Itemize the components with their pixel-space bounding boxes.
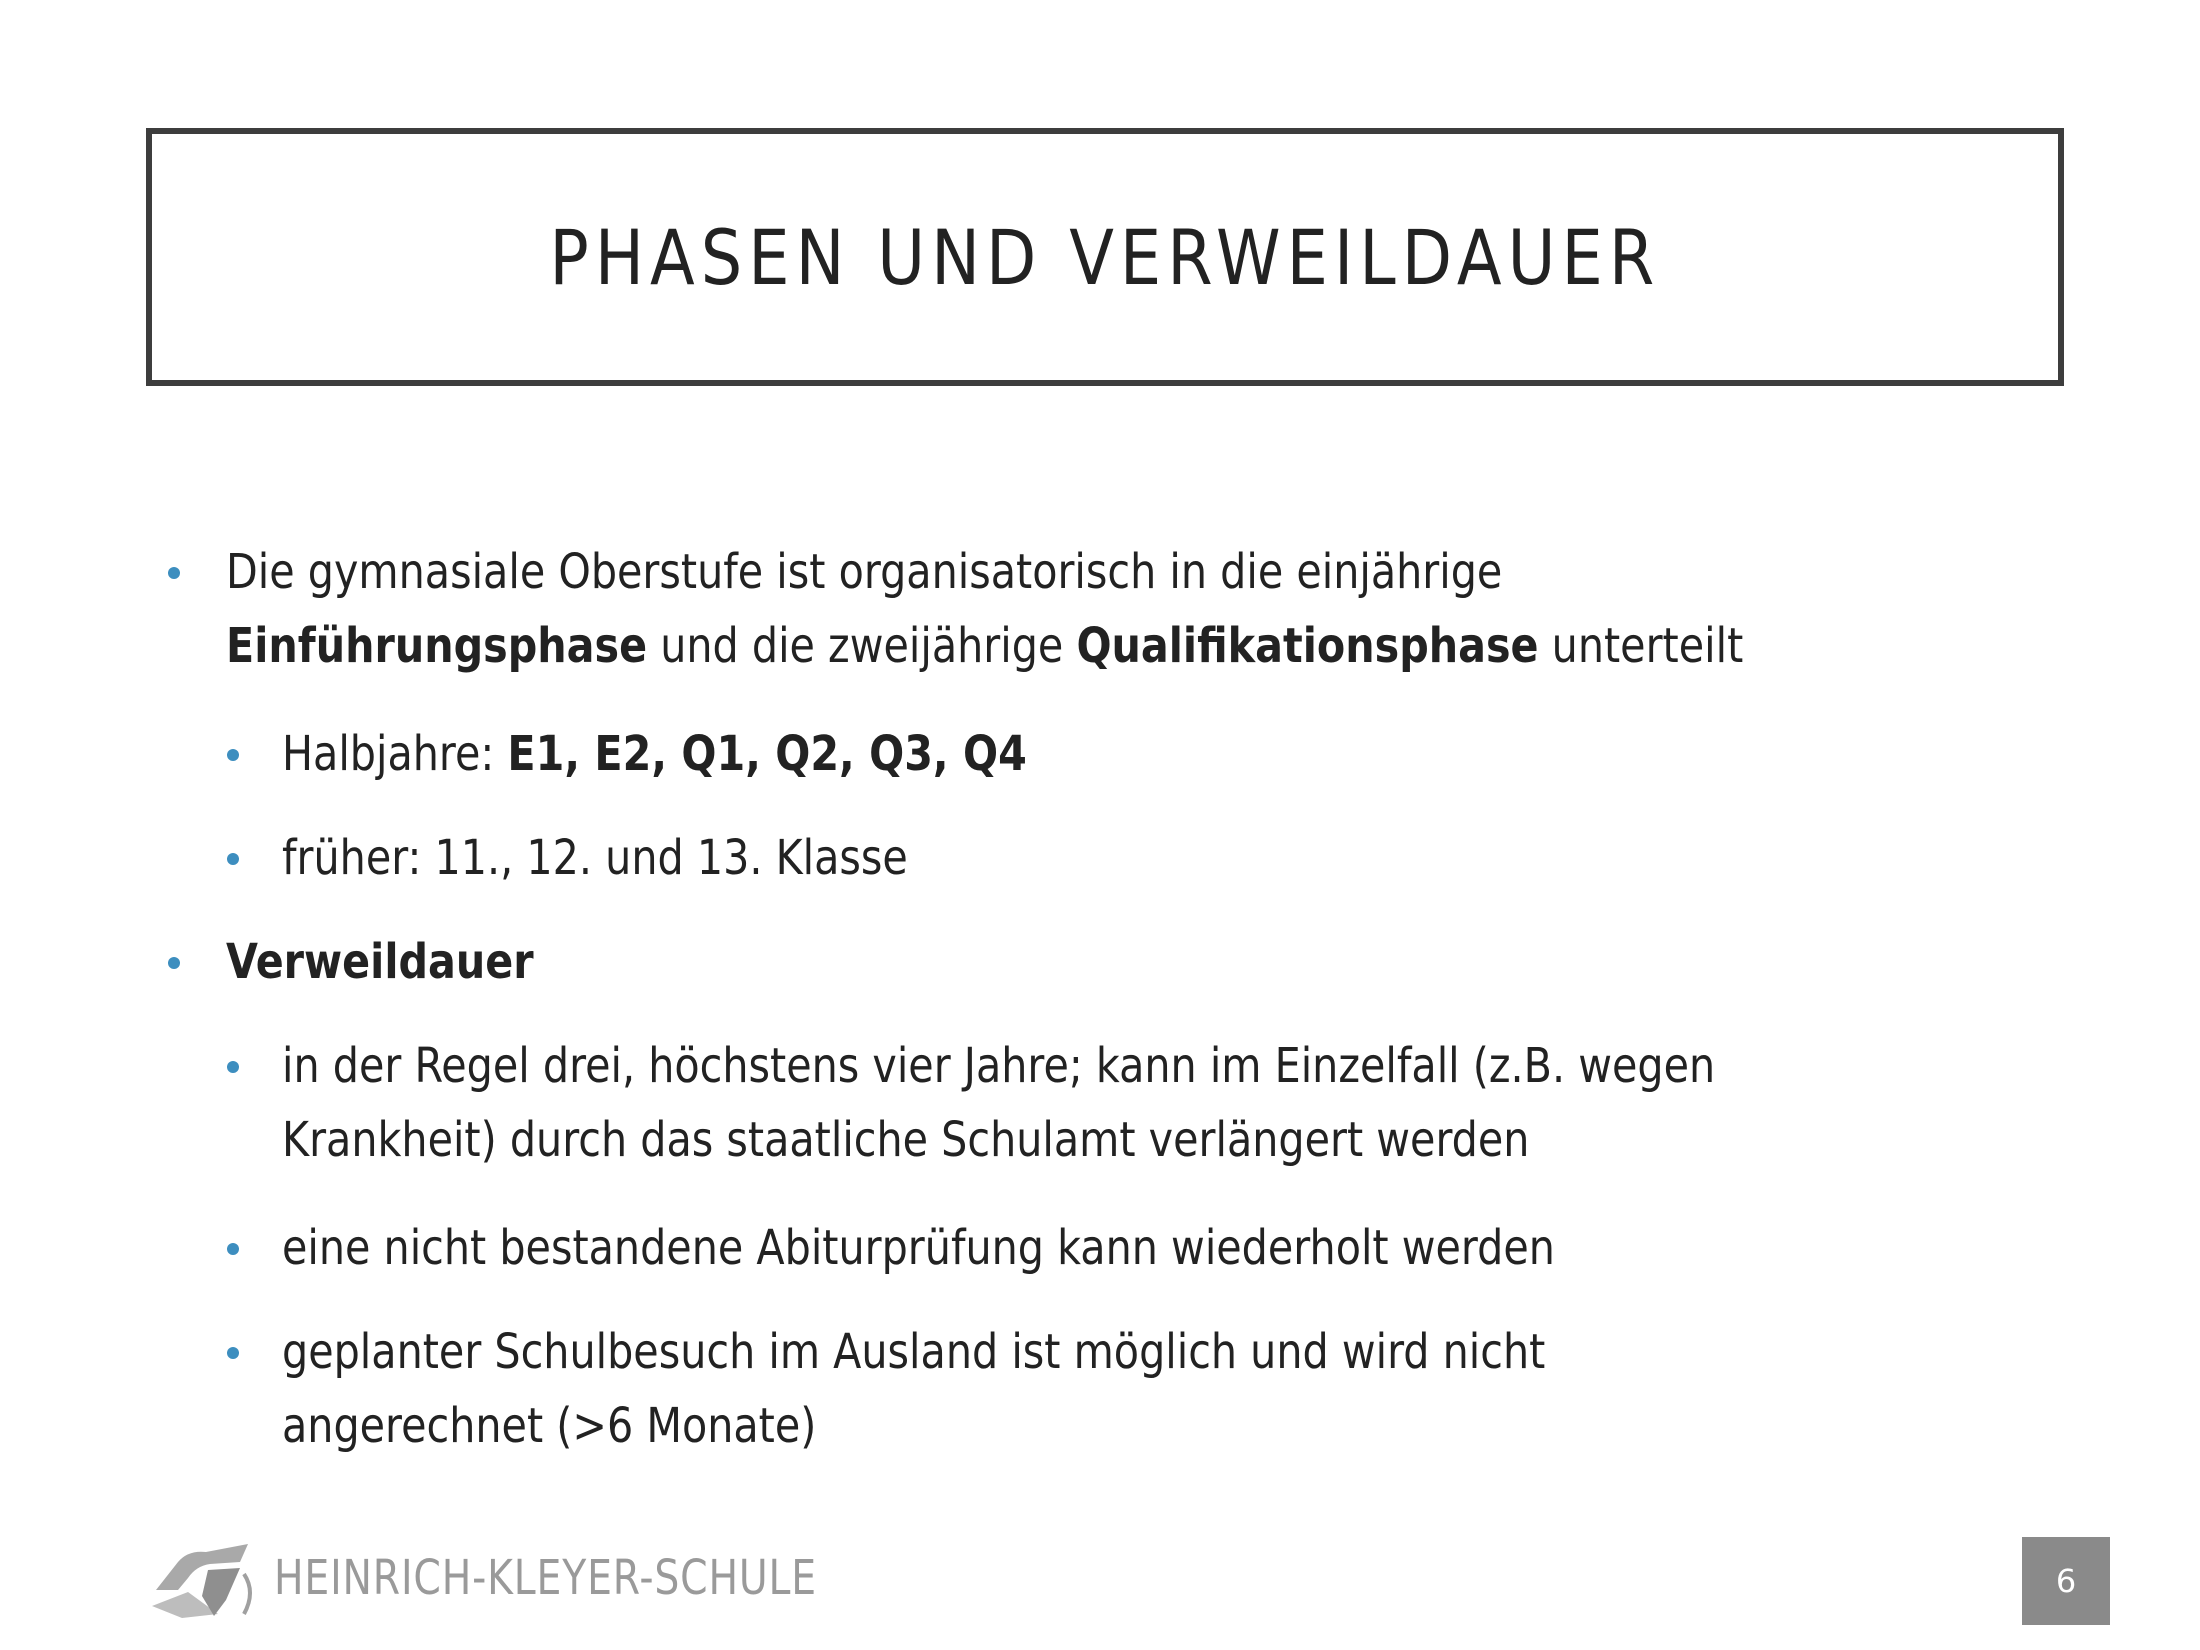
bullet-dot (168, 957, 180, 969)
bullet-text: früher: 11., 12. und 13. Klasse (282, 830, 908, 886)
title-box (146, 128, 2064, 386)
bullet-text: Verweildauer (226, 934, 534, 990)
bullet-dot (227, 1061, 239, 1073)
bullet-dot (227, 853, 239, 865)
bullet-dot (227, 1347, 239, 1359)
bullet-frueher (282, 821, 1010, 895)
bullet-text: Halbjahre: E1, E2, Q1, Q2, Q3, Q4 (282, 726, 1027, 782)
bullet-dot (227, 749, 239, 761)
bullet-abitur (282, 1211, 1762, 1285)
bullet-text: geplanter Schulbesuch im Ausland ist möglich und wird nicht angerechnet (>6 Monate) (282, 1324, 1546, 1454)
page-number-badge: 6 (2022, 1537, 2110, 1625)
bullet-text: eine nicht bestandene Abiturprüfung kann wiederholt werden (282, 1220, 1555, 1276)
bullet-halbjahre (282, 717, 1148, 791)
bullet-regel (282, 1029, 1948, 1177)
bullet-verweildauer (226, 925, 584, 999)
slide-title: PHASEN UND VERWEILDAUER (549, 212, 1661, 302)
bullet-ausland (282, 1315, 1751, 1463)
bullet-text: in der Regel drei, höchstens vier Jahre; kann im Einzelfall (z.B. wegen Krankheit) durch das staatliche Schulamt verlängert werden (282, 1038, 1716, 1168)
bullet-dot (168, 567, 180, 579)
bullet-phases (226, 535, 1990, 683)
school-logo-icon (148, 1522, 258, 1622)
school-name: HEINRICH-KLEYER-SCHULE (274, 1550, 817, 1606)
bullet-text: Die gymnasiale Oberstufe ist organisatorisch in die einjährige Einführungsphase und die zweijährige Qualifikationsphase unterteilt (226, 544, 1744, 674)
bullet-dot (227, 1243, 239, 1255)
